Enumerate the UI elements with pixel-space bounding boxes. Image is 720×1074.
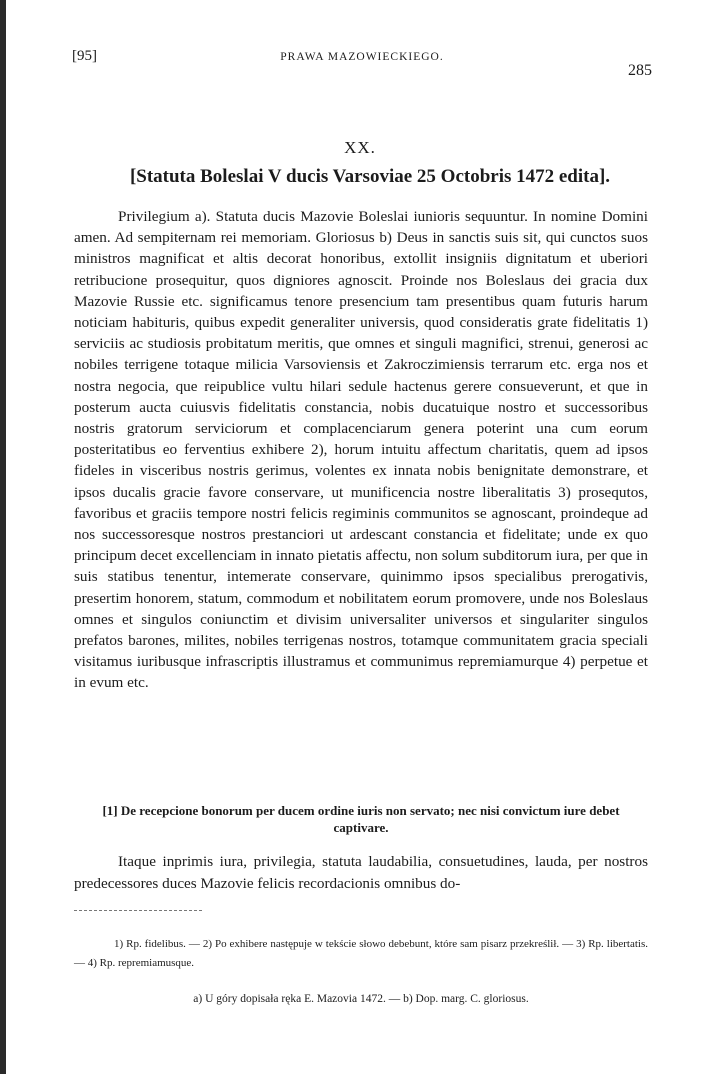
paragraph-marker: [95] [72, 48, 97, 64]
page-spine-shadow [0, 0, 6, 1074]
footnotes-numeric [74, 935, 648, 973]
paragraph-2: Itaque inprimis iura, privilegia, statuta laudabilia, consuetudines, lauda, per nostros predecessores duces Mazovie felicis recordacionis omnibus do- [74, 853, 648, 892]
footnote-numeric-text: 1) Rp. fidelibus. — 2) Po exhibere następuje w tekście słowo debebunt, które sam pisarz przekreślił. — 3) Rp. libertatis. — 4) Rp. repremiamusque. [74, 938, 648, 969]
main-text [74, 206, 648, 694]
paragraph-1: Privilegium a). Statuta ducis Mazovie Boleslai iunioris sequuntur. In nomine Domini amen. Ad sempiternam rei memoriam. Gloriosus b) Deus in sanctis suis sit, qui cunctos suos ministros magnificat et altis decorat honoribus, extollit insigniis dignitatum et uberiori retribucione prosequitur, quos digniores agnoscit. Proinde nos Boleslaus dei gracia dux Mazovie Russie etc. significamus tenore presencium tam presentibus quam futuris harum noticiam habituris, quibus expedit generaliter universis, quod consideratis grate fidelitatis 1) serviciis ac studiosis probitatum meritis, que omnes et singuli magnifici, strenui, generosi ac nobiles terrigene totaque milicia Varsoviensis et Zakroczimiensis terrarum etc. erga nos et nostra negocia, que reipublice vultu hilari sedule hactenus gerere consueverunt, et que in posterum aucta cuiusvis fidelitatis constancia, nobis ducatuique nostro et successoribus nostris gratorum serviciorum et complacenciarum genera poterint una cum eorum posteritatibus eo ferventius exhibere 2), horum intuitu affectum charitatis, quem ad ipsos fideles in visceribus nostris gerimus, volentes ex innata nobis benignitate demonstrare, et ipsos ducalis gracie favore conservare, ut munificencia nostre liberalitatis 3) prosequtos, favoribus et graciis tempore nostri felicis regiminis communitos se agnoscant, proindeque ad nos successoresque nostros prestanciori ut ardescant constancia et fidelitate; unde ex quo principum decet excellenciam in innato pietatis affectu, non solum subditorum iura, per que in suis statibus tenentur, intemerate conservare, quinimmo ipsos specialibus prerogativis, presertim honorem, statum, commodum et nobilitatem eorum promovere, unde nos Boleslaus omnes et singulos coniunctim et divisim universaliter universos et singulariter singulos prefatos barones, milites, nobiles terrigenas nostros, totamque communitatem gracia speciali visitamus iuribusque infrascriptis illustramus et communimus repremiamurque 4) perpetue et in evum etc. [74, 208, 648, 692]
section-title: [Statuta Boleslai V ducis Varsoviae 25 Octobris 1472 edita]. [129, 166, 611, 187]
footnotes-lettered: a) U góry dopisała ręka E. Mazovia 1472. — b) Dop. marg. C. gloriosus. [193, 993, 529, 1005]
article-heading: [1] De recepcione bonorum per ducem ordine iuris non servato; nec nisi convictum iure debet captivare. [102, 803, 620, 835]
page-number: 285 [628, 62, 652, 79]
page-header [72, 48, 652, 78]
main-text-continued [74, 851, 648, 895]
running-title: PRAWA MAZOWIECKIEGO. [280, 51, 444, 63]
section-number: XX. [344, 138, 376, 157]
footnote-separator [74, 910, 202, 911]
